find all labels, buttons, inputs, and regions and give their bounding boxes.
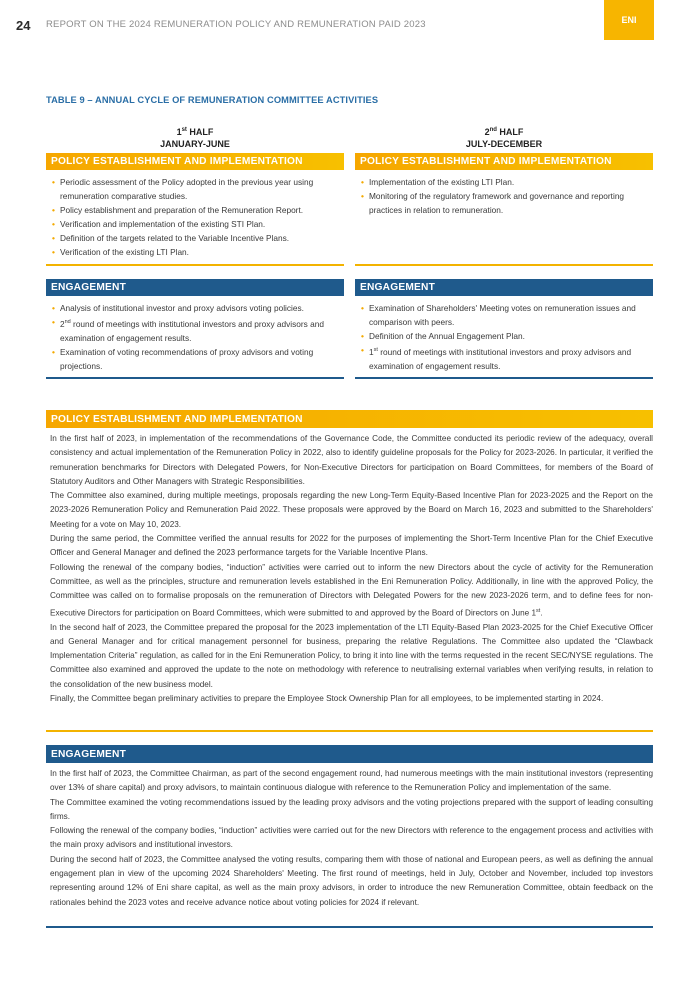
bullet-icon: • (361, 177, 364, 187)
list-item (52, 231, 340, 245)
policy-section (46, 410, 653, 706)
list-item-ordinal: nd (64, 319, 71, 326)
list-item-text: Definition of the targets related to the Variable Incentive Plans. (60, 233, 290, 244)
half-word: HALF (186, 127, 214, 137)
divider (355, 377, 653, 379)
paragraph-text: Following the renewal of the company bodies, “induction” activities were carried out to inform the new Directors about the cycle of activity for the Remuneration Committee, as well as the principles, structure and remuneration levels established in the Eni Remuneration Policy. Additionally, in line with the approved Policy, the Committee was called on to formalise proposals on the remuneration of Directors with Delegated Powers for the new 2023-2026 term, and to define fees for non-Executive Directors for participation on Board Committees, which were submitted to and approved by the Board of Directors on June 1 (50, 562, 653, 618)
bullet-icon: • (52, 219, 55, 230)
half-period: JULY-DECEMBER (465, 138, 543, 149)
engagement-heading-bar: ENGAGEMENT (355, 279, 653, 296)
half-number: 2 (484, 127, 490, 137)
section-body (46, 763, 653, 910)
engagement-list-second-half (355, 296, 653, 373)
half-period: JANUARY-JUNE (160, 138, 230, 149)
list-item-text: Verification and implementation of the existing STI Plan. (60, 219, 266, 230)
running-header: REPORT ON THE 2024 REMUNERATION POLICY AND REMUNERATION PAID 2023 (46, 19, 426, 30)
list-item-text: Examination of voting recommendations of proxy advisors and voting projections. (60, 347, 314, 372)
engagement-list-first-half (46, 296, 344, 373)
engagement-cell-second-half (355, 279, 653, 373)
list-item (361, 301, 649, 329)
table-column-second-half (355, 125, 653, 217)
list-item-text: Policy establishment and preparation of the Remuneration Report. (60, 205, 304, 216)
bullet-icon: • (52, 347, 55, 358)
first-half-heading (46, 125, 344, 150)
list-item (52, 301, 340, 315)
paragraph: In the second half of 2023, the Committee prepared the proposal for the 2023 implementation of the LTI Equity-Based Plan 2023-2025 for the Chief Executive Officer and General Manager and for critical management personnel for business, preparing the relative Regulations. The Committee also updated the “Clawback Implementation Criteria” regulation, as called for in the Eni Remuneration Policy, to bring it into line with the terms requested in the recent SEC/NYSE regulations. The Committee also examined and approved the update to the note on methodology with reference to neutralising external variables when verifying results, in relation to the consolidation of the new business model. (50, 622, 653, 689)
half-ordinal: st (181, 127, 187, 133)
list-item-num: 2 (60, 318, 65, 329)
paragraph: The Committee examined the voting recommendations issued by the leading proxy advisors and the voting projections prepared with the support of leading consulting firms. (50, 797, 653, 821)
list-item-text: round of meetings with institutional investors and proxy advisors and examination of engagement results. (60, 318, 324, 343)
paragraph: Following the renewal of the company bodies, “induction” activities were carried out for the new Directors with reference to the engagement process and activities with the main proxy advisors and institutional investors. (50, 826, 653, 850)
bullet-icon: • (52, 247, 55, 258)
paragraph: During the second half of 2023, the Committee analysed the voting results, comparing them with those of national and European peers, as well as defining the annual engagement plan in view of the upcoming 2024 Shareholders' Meeting. The first round of meetings, held in July, October and November, included top investors representing around 12% of Eni share capital, as well as the main proxy advisors, in order to introduce the new Remuneration Committee, obtain feedback on the rationales behind the 2023 votes and receive advance notice about voting policies for 2024 if relevant. (50, 854, 653, 907)
half-number: 1 (176, 127, 182, 137)
list-item (52, 245, 340, 259)
paragraph: In the first half of 2023, the Committee Chairman, as part of the second engagement round, had numerous meetings with the main institutional investors (representing over 13% of share capital) and proxy advisors, to maintain continuous dialogue with reference to the Remuneration Policy and implementation of the same. (50, 769, 653, 793)
section-heading-bar: POLICY ESTABLISHMENT AND IMPLEMENTATION (46, 410, 653, 428)
brand-tab (604, 0, 654, 40)
bullet-icon: • (361, 345, 364, 356)
list-item-num: 1 (369, 347, 374, 358)
policy-heading-bar: POLICY ESTABLISHMENT AND IMPLEMENTATION (355, 153, 653, 170)
policy-list-first-half (46, 170, 344, 260)
list-item (361, 189, 649, 217)
list-item (52, 315, 340, 345)
second-half-heading (355, 125, 653, 150)
engagement-heading-bar: ENGAGEMENT (46, 279, 344, 296)
list-item-text: round of meetings with institutional investors and proxy advisors and examination of engagement results. (369, 347, 632, 372)
list-item-text: Implementation of the existing LTI Plan. (369, 177, 515, 187)
divider (46, 730, 653, 732)
list-item (52, 345, 340, 373)
divider (355, 264, 653, 266)
policy-heading-bar: POLICY ESTABLISHMENT AND IMPLEMENTATION (46, 153, 344, 170)
engagement-section (46, 745, 653, 910)
divider (46, 926, 653, 928)
bullet-icon: • (52, 177, 55, 187)
list-item (52, 217, 340, 231)
brand-tab-label: ENI (621, 15, 637, 25)
bullet-icon: • (52, 205, 55, 216)
table-title: TABLE 9 – ANNUAL CYCLE OF REMUNERATION COMMITTEE ACTIVITIES (46, 95, 379, 105)
section-heading-bar: ENGAGEMENT (46, 745, 653, 763)
bullet-icon: • (361, 303, 364, 313)
divider (46, 264, 344, 266)
list-item-text: Verification of the existing LTI Plan. (60, 247, 189, 258)
half-ordinal: nd (489, 127, 497, 133)
bullet-icon: • (361, 191, 364, 202)
list-item-text: Definition of the Annual Engagement Plan. (369, 331, 525, 342)
paragraph (50, 561, 653, 621)
ordinal: st (536, 607, 541, 614)
paragraph-end: . (540, 608, 543, 618)
engagement-cell-first-half (46, 279, 344, 373)
list-item-text: Periodic assessment of the Policy adopted in the previous year using remuneration comparative studies. (60, 177, 314, 202)
list-item (361, 343, 649, 373)
bullet-icon: • (52, 233, 55, 244)
divider (46, 377, 344, 379)
paragraph: In the first half of 2023, in implementation of the recommendations of the Governance Code, the Committee conducted its periodic review of the adequacy, overall consistency and actual implementation of the Remuneration Policy in 2022, also to identify guideline proposals for the Policy for 2023-2026. In particular, it verified the remuneration benchmarks for Directors with Delegated Powers, for Non-Executive Directors for participation on Board Committees, for members of the Board of Statutory Auditors and Other Managers with Strategic Responsibilities. (50, 434, 653, 486)
list-item (52, 175, 340, 203)
list-item-ordinal: st (373, 347, 378, 354)
section-body (46, 428, 653, 706)
page-number: 24 (16, 18, 31, 33)
half-word: HALF (496, 127, 524, 137)
table-column-first-half (46, 125, 344, 260)
paragraph: The Committee also examined, during multiple meetings, proposals regarding the new Long-Term Equity-Based Incentive Plan for 2023-2025 and the Report on the 2023-2026 Remuneration Policy and Remuneration Paid 2022. These proposals were approved by the Board on March 16, 2023 and submitted to the Shareholders' Meeting for a vote on May 10, 2023. (50, 491, 653, 529)
paragraph: During the same period, the Committee verified the annual results for 2022 for the purposes of implementing the Short-Term Incentive Plan for the Chief Executive Officer and General Manager and defined the 2023 performance targets for the Variable Incentive Plans. (50, 534, 653, 558)
list-item (52, 203, 340, 217)
paragraph: Finally, the Committee began preliminary activities to prepare the Employee Stock Ownership Plan for all employees, to be implemented starting in 2024. (50, 694, 604, 704)
list-item (361, 175, 649, 189)
list-item (361, 329, 649, 343)
policy-list-second-half (355, 170, 653, 217)
bullet-icon: • (52, 303, 55, 313)
bullet-icon: • (52, 317, 55, 328)
list-item-text: Analysis of institutional investor and proxy advisors voting policies. (60, 303, 304, 313)
bullet-icon: • (361, 331, 364, 342)
list-item-text: Monitoring of the regulatory framework and governance and reporting practices in relation to remuneration. (369, 191, 625, 216)
list-item-text: Examination of Shareholders' Meeting votes on remuneration issues and comparison with peers. (369, 303, 636, 328)
